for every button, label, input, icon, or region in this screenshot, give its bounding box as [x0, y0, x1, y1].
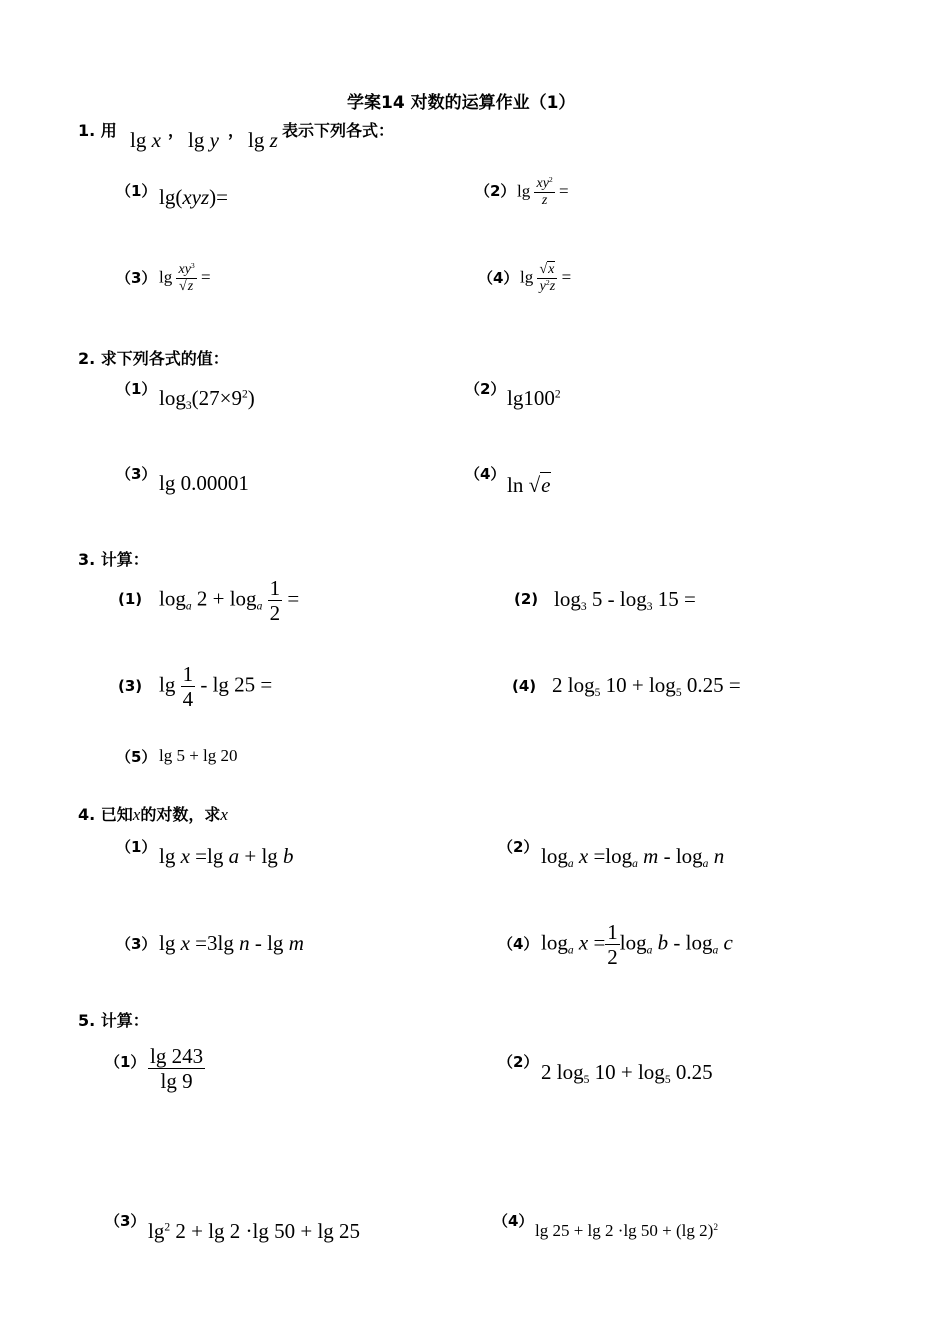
q4-item1-label: （1） [116, 838, 157, 856]
q3-item3-expr: lg $\frac{1}{4}$ - lg 25 = [159, 662, 273, 712]
q4-item3-expr: lg x =3lg n - lg m [159, 931, 304, 955]
q5-item2-label: （2） [498, 1053, 539, 1071]
q2-item1-label: （1） [116, 380, 157, 398]
q4-item2-label: （2） [498, 838, 539, 856]
q1-item2-label: （2） [475, 182, 516, 200]
q1-var-lgy: lg y [188, 128, 219, 152]
q1-item3-expr: lg $\frac{xy^3}{√z}$ = [159, 261, 211, 295]
q5-item4-expr: lg 25 + lg 2 ·lg 50 + (lg 2)$^2$ [535, 1221, 718, 1240]
q1-var-lgz: lg z [248, 128, 278, 152]
q3-heading: 3. 计算： [78, 550, 149, 569]
q1-item2-expr: lg $\frac{xy^2}{z}$ = [517, 175, 569, 209]
q5-item3-label: （3） [105, 1212, 146, 1230]
q2-item4-label: （4） [465, 465, 506, 483]
q4-lead: 4. 已知x的对数，求x [78, 805, 228, 824]
q1-item4-expr: lg $\frac{√x}{y^2z}$ = [520, 262, 572, 295]
q2-item4-expr: ln √e [507, 473, 551, 497]
q5-item1-expr: $\frac{\lg 243}{\lg 9}$ [150, 1044, 204, 1094]
q4-item4-label: （4） [498, 935, 539, 953]
q5-item3-expr: $\lg^2 2 + \lg 2 \cdot\lg$ 50 + lg 25 [148, 1219, 361, 1243]
q3-item1-expr: $\log_a 2 + \log_a$ $\frac{1}{2}$ = [159, 576, 300, 626]
q3-item5-expr: lg 5 + lg 20 [159, 746, 238, 765]
q1-comma-2: ， [228, 121, 245, 140]
q5-item4-label: （4） [493, 1212, 534, 1230]
q1-tail: 表示下列各式： [282, 121, 395, 140]
q5-heading: 5. 计算： [78, 1011, 149, 1030]
q2-heading: 2. 求下列各式的值： [78, 349, 229, 368]
q2-item2-label: （2） [465, 380, 506, 398]
q3-item1-label: (1) [118, 590, 143, 608]
page-title: 学案14 对数的运算作业（1） [347, 93, 576, 113]
q4-item3-label: （3） [116, 935, 157, 953]
q2-item1-expr: $\log_3(27\times 9^2)$ [159, 386, 255, 413]
q1-item3-label: （3） [116, 269, 157, 287]
q2-item3-expr: lg 0.00001 [159, 471, 249, 495]
q2-item2-expr: $\lg 100^2$ [507, 386, 561, 410]
q4-item2-expr: $\log_a x =\log_a$ m - $\log_a n$ [541, 844, 725, 871]
q1-item1-label: （1） [116, 182, 157, 200]
q3-item4-label: (4) [512, 677, 537, 695]
q4-item1-expr: lg x =lg a + lg b [159, 844, 294, 868]
q1-item1-expr: lg(xyz)= [159, 185, 228, 209]
q1-item4-label: （4） [478, 269, 519, 287]
q5-item1-label: （1） [105, 1053, 146, 1071]
q3-item5-label: （5） [116, 748, 157, 766]
q3-item2-expr: $\log_3 5 - \log_3 15$ = [554, 587, 696, 614]
q3-item2-label: (2) [514, 590, 539, 608]
q3-item4-expr: 2 $\log_5 10 + \log_5 0.25$ = [552, 673, 741, 700]
q1-comma-1: ， [168, 121, 185, 140]
q5-item2-expr: 2 $\log_5 10 + \log_5 0.25$ [541, 1060, 713, 1087]
q3-item3-label: (3) [118, 677, 143, 695]
q1-lead: 1. 用 [78, 121, 117, 140]
q1-var-lgx: lg x [130, 128, 161, 152]
q2-item3-label: （3） [116, 465, 157, 483]
q4-item4-expr: $\log_a x$ = $\frac{1}{2}$ $\log_a b - \log_a c$ [541, 920, 733, 970]
